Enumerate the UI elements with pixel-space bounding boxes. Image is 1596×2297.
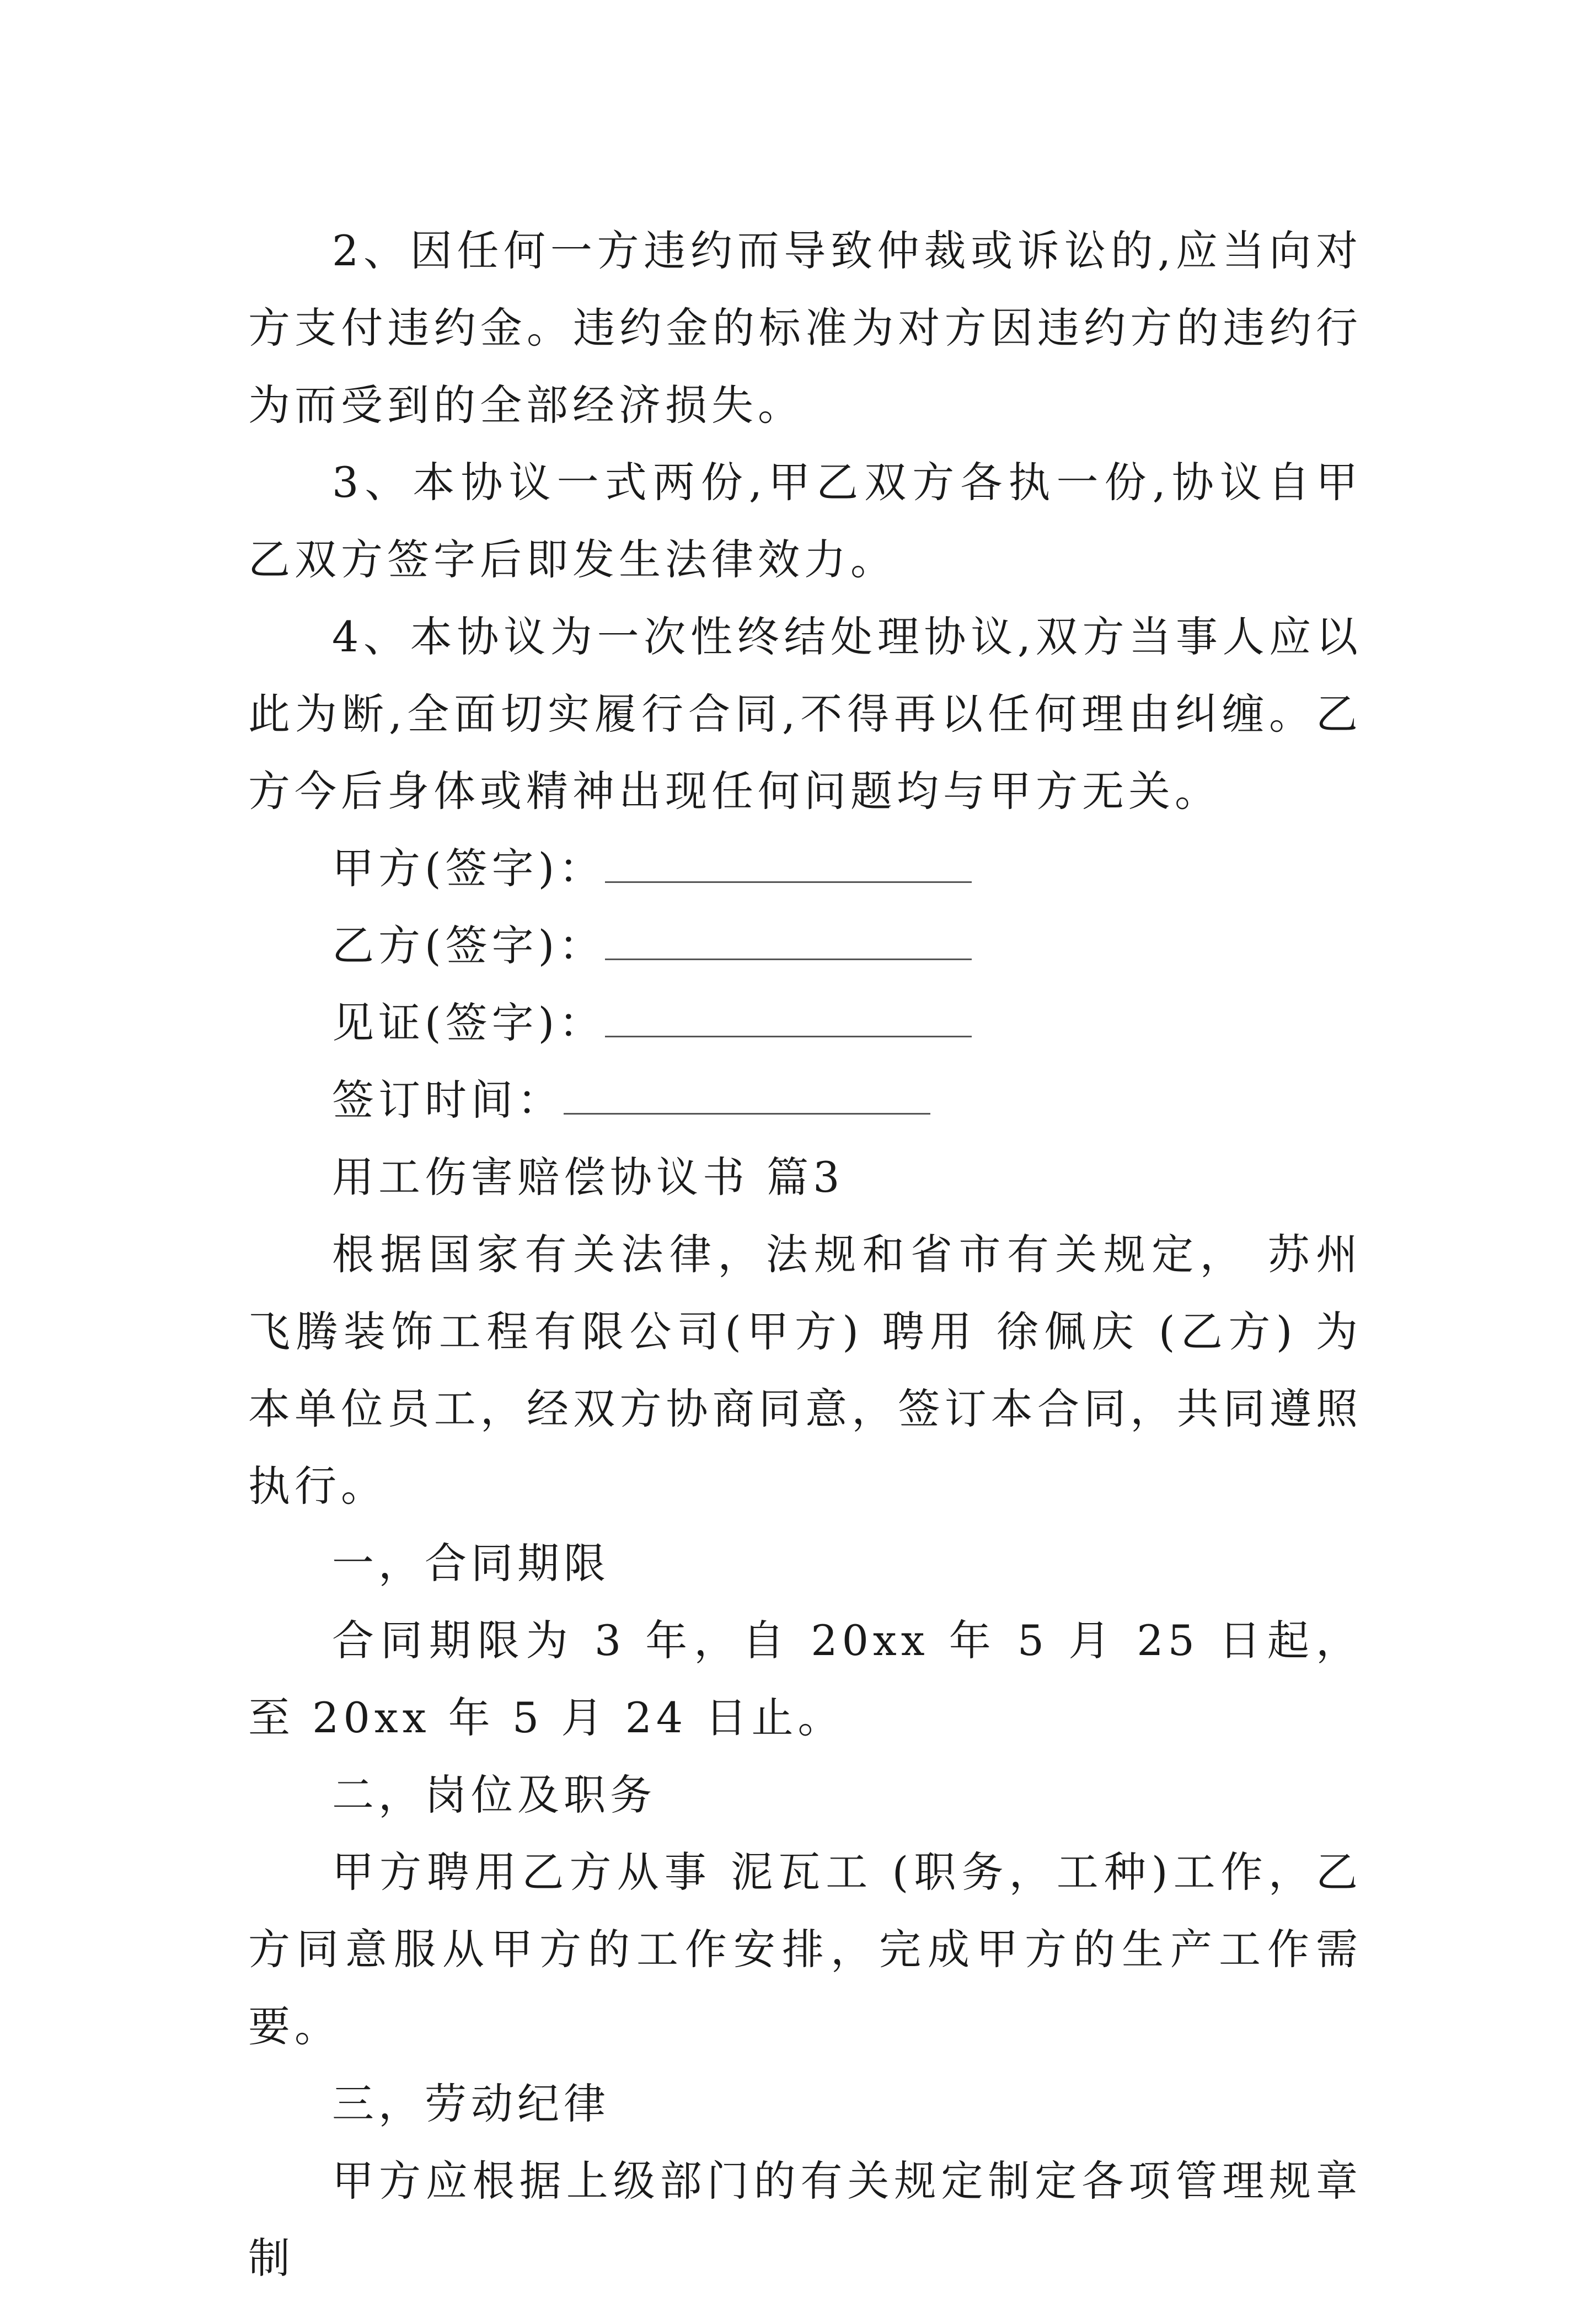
section-body-position: 甲方聘用乙方从事 泥瓦工 (职务，工种)工作，乙方同意服从甲方的工作安排，完成甲方的生产工作需要。: [248, 1848, 1362, 2051]
signature-party-b: [248, 907, 1362, 984]
signature-date: [248, 1062, 1362, 1139]
section-heading-position: 二，岗位及职务: [332, 1770, 656, 1819]
signature-blank-date: [564, 1074, 930, 1115]
signature-party-a: [248, 830, 1362, 907]
document-body: [248, 212, 1362, 2297]
section-title: 用工伤害赔偿协议书 篇3: [332, 1153, 844, 1202]
section-body-discipline: 甲方应根据上级部门的有关规定制定各项管理规章制: [248, 2156, 1362, 2283]
signature-label-party-b: 乙方(签字)：: [332, 921, 606, 970]
signature-label-party-a: 甲方(签字)：: [332, 844, 606, 893]
signature-label-date: 签订时间：: [332, 1075, 564, 1125]
section-heading-term: 一，合同期限: [332, 1539, 610, 1588]
signature-blank-witness: [605, 997, 972, 1037]
signature-blank-party-a: [605, 843, 972, 883]
section-heading-discipline: 三，劳动纪律: [332, 2079, 610, 2128]
clause-2: 2、因任何一方违约而导致仲裁或诉讼的,应当向对方支付违约金。违约金的标准为对方因违约方的违约行为而受到的全部经济损失。: [248, 226, 1362, 430]
signature-blank-party-b: [605, 920, 972, 960]
signature-witness: [248, 984, 1362, 1062]
clause-4: 4、本协议为一次性终结处理协议,双方当事人应以此为断,全面切实履行合同,不得再以任何理由纠缠。乙方今后身体或精神出现任何问题均与甲方无关。: [248, 612, 1362, 816]
intro-paragraph: 根据国家有关法律，法规和省市有关规定， 苏州飞腾装饰工程有限公司(甲方) 聘用 徐佩庆 (乙方) 为本单位员工，经双方协商同意，签订本合同，共同遵照执行。: [248, 1230, 1362, 1511]
clause-3: 3、本协议一式两份,甲乙双方各执一份,协议自甲乙双方签字后即发生法律效力。: [248, 458, 1362, 584]
signature-label-witness: 见证(签字)：: [332, 998, 606, 1047]
section-body-term: 合同期限为 3 年，自 20xx 年 5 月 25 日起， 至 20xx 年 5 月 24 日止。: [248, 1616, 1362, 1742]
